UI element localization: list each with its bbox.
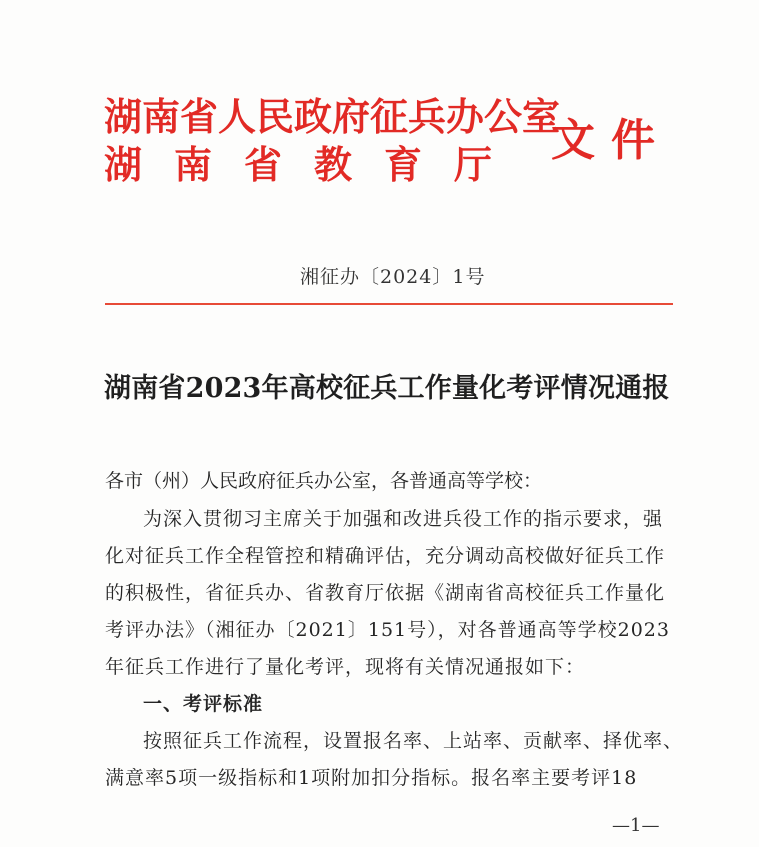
page-number: —1—: [612, 815, 660, 836]
red-divider-line: [105, 303, 673, 305]
document-number: 湘征办〔2024〕1号: [300, 266, 486, 288]
issuer-line-1: 湖南省人民政府征兵办公室: [104, 94, 561, 139]
paragraph-line-4: 考评办法》（湘征办〔2021〕151号），对各普通高等学校2023: [105, 619, 670, 641]
document-type-label: 文件: [551, 115, 671, 166]
document-title: 湖南省2023年高校征兵工作量化考评情况通报: [104, 373, 670, 404]
section-heading: 一、考评标准: [143, 693, 264, 715]
paragraph-line-5: 年征兵工作进行了量化考评，现将有关情况通报如下：: [105, 656, 586, 678]
body-paragraph: [105, 501, 684, 797]
paragraph-line-3: 的积极性，省征兵办、省教育厅依据《湖南省高校征兵工作量化: [105, 582, 666, 604]
paragraph-line-2: 化对征兵工作全程管控和精确评估，充分调动高校做好征兵工作: [105, 545, 666, 567]
section-line-1: 按照征兵工作流程，设置报名率、上站率、贡献率、择优率、: [143, 730, 684, 752]
issuer-line-2: 湖南省教育厅: [104, 142, 525, 187]
salutation: 各市（州）人民政府征兵办公室，各普通高等学校：: [105, 470, 543, 492]
section-line-2: 满意率5项一级指标和1项附加扣分指标。报名率主要考评18: [105, 767, 638, 789]
document-header: [104, 78, 671, 188]
paragraph-line-1: 为深入贯彻习主席关于加强和改进兵役工作的指示要求，强: [143, 508, 664, 530]
